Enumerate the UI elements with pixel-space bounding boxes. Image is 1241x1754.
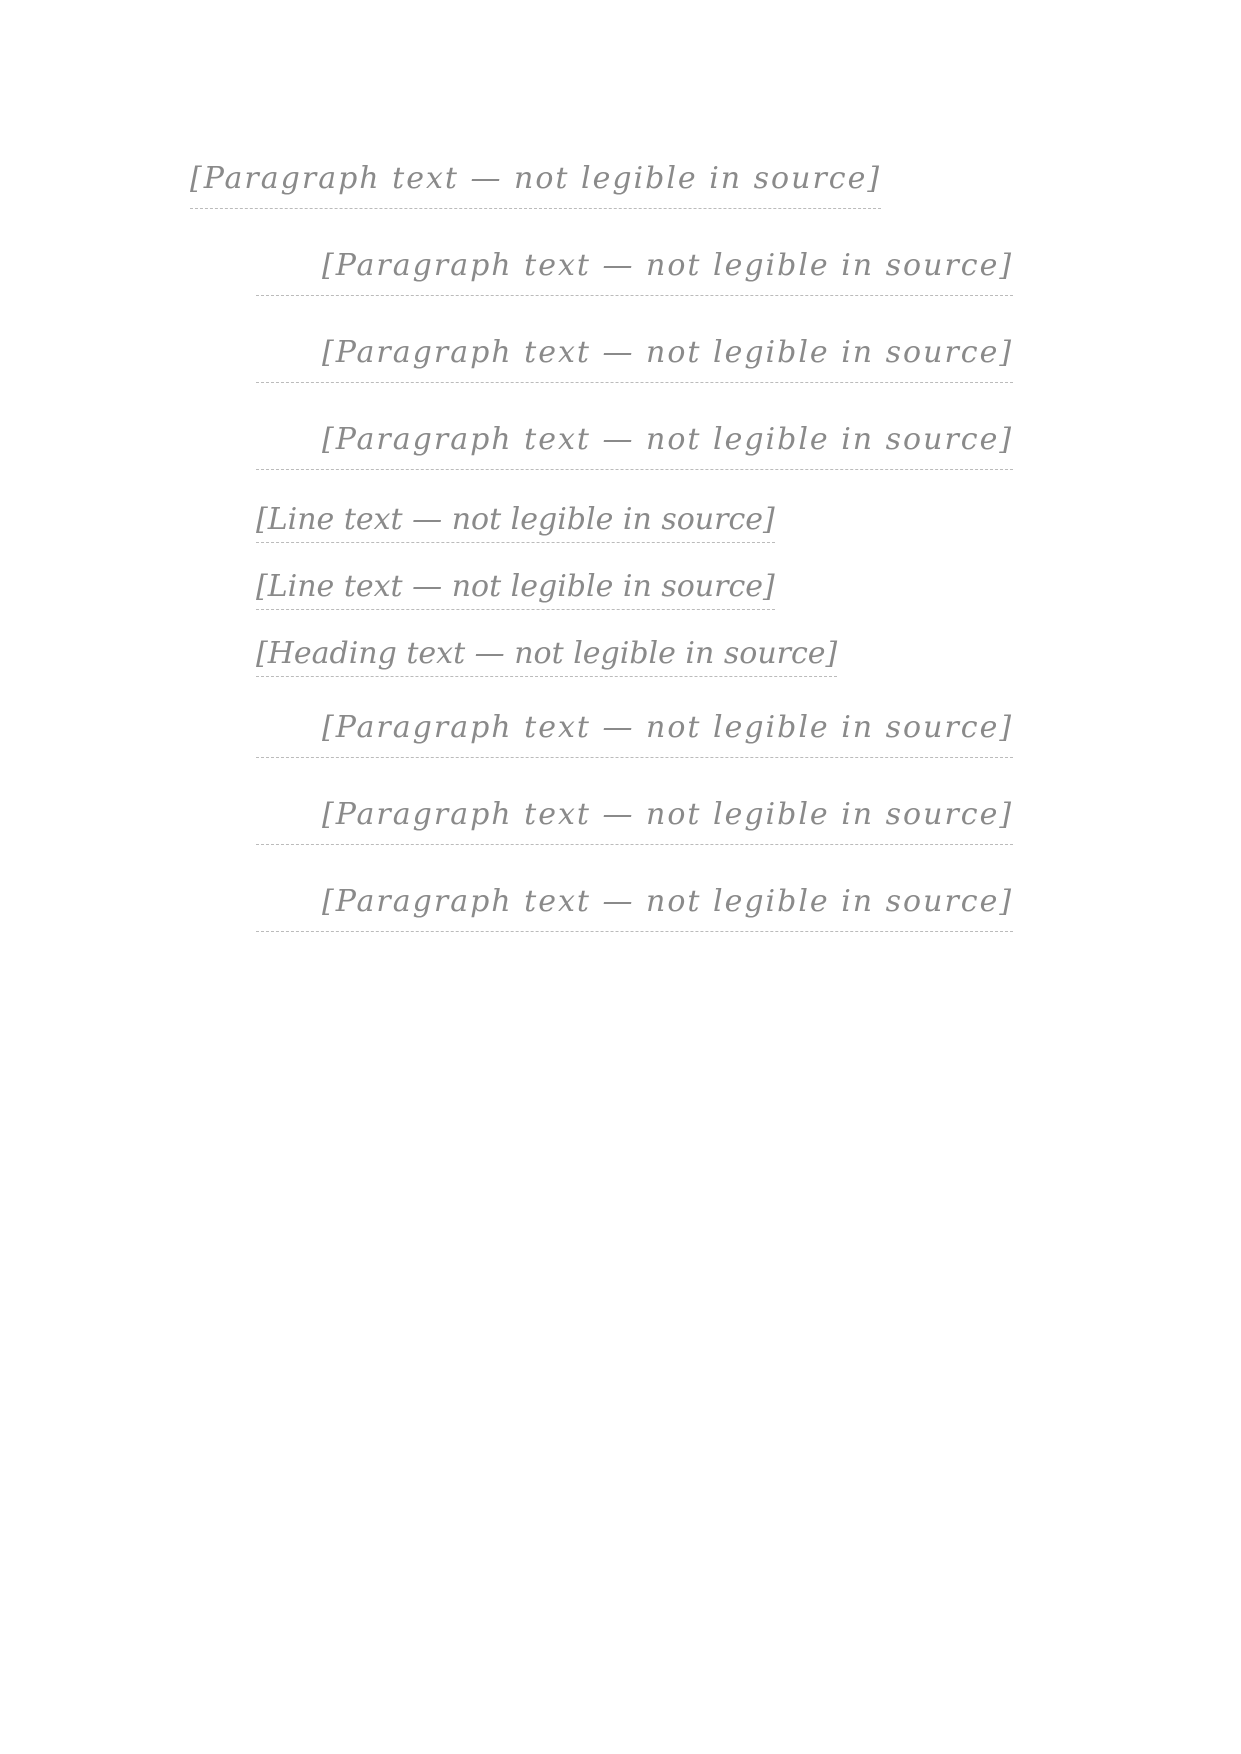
signature-line-1: [Line text — not legible in source]	[190, 498, 1050, 543]
paragraph-5: [Paragraph text — not legible in source]	[190, 699, 1050, 758]
paragraph-2: [Paragraph text — not legible in source]	[190, 237, 1050, 296]
document-body	[190, 150, 1050, 960]
paragraph-1: [Paragraph text — not legible in source]	[190, 150, 1050, 209]
paragraph-4: [Paragraph text — not legible in source]	[190, 411, 1050, 470]
paragraph-3: [Paragraph text — not legible in source]	[190, 324, 1050, 383]
section-heading: [Heading text — not legible in source]	[190, 632, 1050, 677]
paragraph-6: [Paragraph text — not legible in source]	[190, 786, 1050, 845]
paragraph-7: [Paragraph text — not legible in source]	[190, 873, 1050, 932]
signature-line-2: [Line text — not legible in source]	[190, 565, 1050, 610]
